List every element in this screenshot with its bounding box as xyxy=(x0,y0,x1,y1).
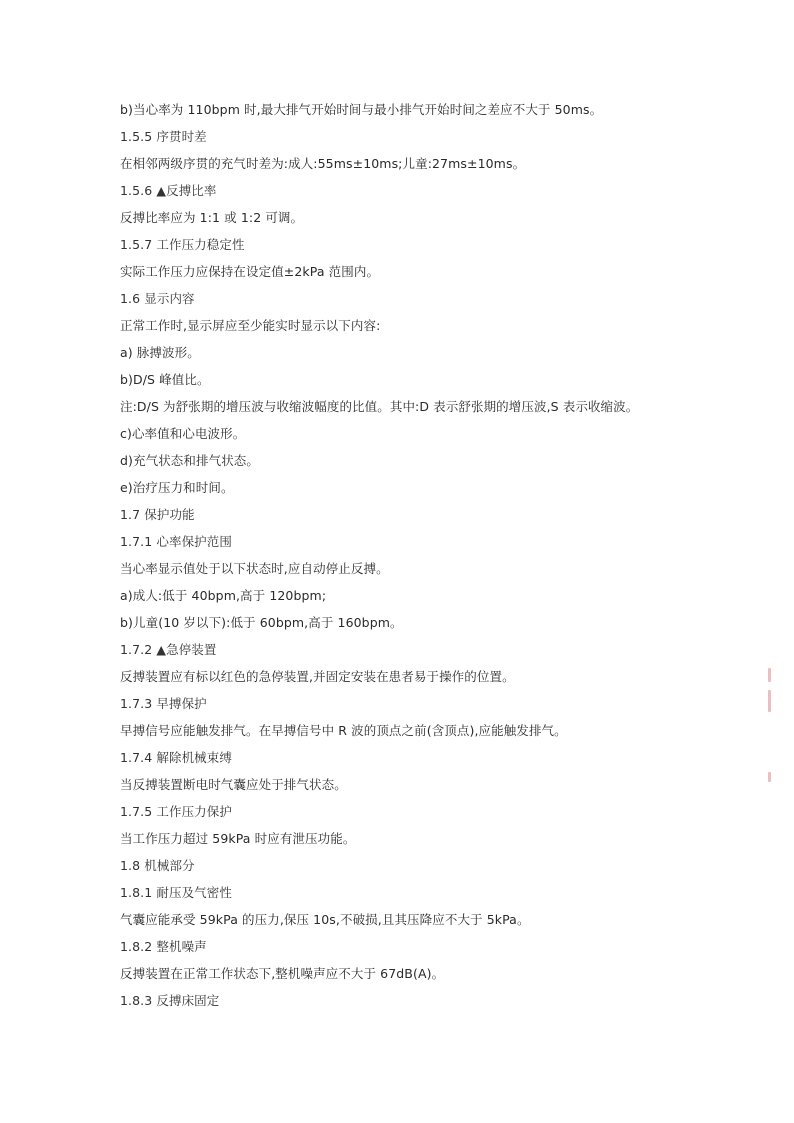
text-line: 正常工作时,显示屏应至少能实时显示以下内容: xyxy=(120,318,381,333)
text-line: a) 脉搏波形。 xyxy=(120,345,200,360)
text-line: e)治疗压力和时间。 xyxy=(120,480,234,495)
text-line: 当心率显示值处于以下状态时,应自动停止反搏。 xyxy=(120,561,389,576)
text-line: 反搏装置应有标以红色的急停装置,并固定安装在患者易于操作的位置。 xyxy=(120,669,515,684)
section-heading: 1.8.2 整机噪声 xyxy=(120,939,207,954)
margin-mark xyxy=(768,772,771,782)
text-line: d)充气状态和排气状态。 xyxy=(120,453,260,468)
section-heading: 1.5.6 ▲反搏比率 xyxy=(120,183,217,198)
section-heading: 1.7.1 心率保护范围 xyxy=(120,534,232,549)
text-line: b)当心率为 110bpm 时,最大排气开始时间与最小排气开始时间之差应不大于 50ms。 xyxy=(120,102,603,117)
note-line: 注:D/S 为舒张期的增压波与收缩波幅度的比值。其中:D 表示舒张期的增压波,S 表示收缩波。 xyxy=(120,399,639,414)
text-line: 当反搏装置断电时气囊应处于排气状态。 xyxy=(120,777,347,792)
section-heading: 1.5.5 序贯时差 xyxy=(120,129,207,144)
section-heading: 1.7.3 早搏保护 xyxy=(120,696,207,711)
section-heading: 1.6 显示内容 xyxy=(120,291,195,306)
text-line: 反搏装置在正常工作状态下,整机噪声应不大于 67dB(A)。 xyxy=(120,966,445,981)
section-heading: 1.8.3 反搏床固定 xyxy=(120,993,220,1008)
section-heading: 1.5.7 工作压力稳定性 xyxy=(120,237,245,252)
section-heading: 1.7 保护功能 xyxy=(120,507,195,522)
margin-mark xyxy=(768,690,771,712)
section-heading: 1.8 机械部分 xyxy=(120,858,195,873)
text-line: b)儿童(10 岁以下):低于 60bpm,高于 160bpm。 xyxy=(120,615,403,630)
section-heading: 1.8.1 耐压及气密性 xyxy=(120,885,232,900)
section-heading: 1.7.4 解除机械束缚 xyxy=(120,750,232,765)
section-heading: 1.7.2 ▲急停装置 xyxy=(120,642,217,657)
text-line: 在相邻两级序贯的充气时差为:成人:55ms±10ms;儿童:27ms±10ms。 xyxy=(120,156,526,171)
text-line: 实际工作压力应保持在设定值±2kPa 范围内。 xyxy=(120,264,380,279)
section-heading: 1.7.5 工作压力保护 xyxy=(120,804,232,819)
margin-mark xyxy=(768,668,771,682)
text-line: b)D/S 峰值比。 xyxy=(120,372,210,387)
text-line: 当工作压力超过 59kPa 时应有泄压功能。 xyxy=(120,831,356,846)
text-line: 早搏信号应能触发排气。在早搏信号中 R 波的顶点之前(含顶点),应能触发排气。 xyxy=(120,723,567,738)
text-line: a)成人:低于 40bpm,高于 120bpm; xyxy=(120,588,327,603)
text-line: 气囊应能承受 59kPa 的压力,保压 10s,不破损,且其压降应不大于 5kPa。 xyxy=(120,912,530,927)
text-line: c)心率值和心电波形。 xyxy=(120,426,246,441)
text-line: 反搏比率应为 1:1 或 1:2 可调。 xyxy=(120,210,304,225)
